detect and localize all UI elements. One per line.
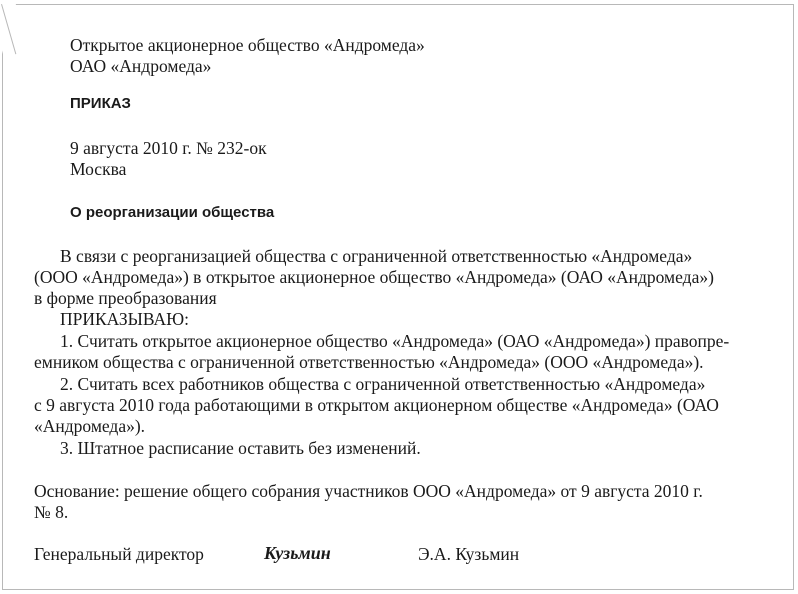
handwritten-signature: Кузьмин	[264, 543, 331, 563]
item-3-line-1: 3. Штатное расписание оставить без изменений.	[60, 438, 421, 458]
item-1-line-1: 1. Считать открытое акционерное общество «Андромеда» (ОАО «Андромеда») правопре-	[60, 331, 730, 351]
org-full-name: Открытое акционерное общество «Андромеда»	[70, 35, 425, 55]
basis-line-2: № 8.	[34, 502, 69, 522]
preamble-line-2: (ООО «Андромеда») в открытое акционерное общество «Андромеда» (ОАО «Андромеда»)	[34, 267, 714, 287]
document-type-title: ПРИКАЗ	[70, 95, 131, 112]
basis-line-1: Основание: решение общего собрания участников ООО «Андромеда» от 9 августа 2010 г.	[34, 481, 703, 501]
place: Москва	[70, 159, 127, 179]
org-short-name: ОАО «Андромеда»	[70, 56, 212, 76]
item-2-line-3: «Андромеда»).	[34, 416, 146, 436]
item-1-line-2: емником общества с ограниченной ответственностью «Андромеда» (ООО «Андромеда»).	[34, 352, 704, 372]
preamble-line-3: в форме преобразования	[34, 288, 217, 308]
document-subject: О реорганизации общества	[70, 204, 275, 221]
order-word: ПРИКАЗЫВАЮ:	[60, 309, 189, 329]
item-2-line-2: с 9 августа 2010 года работающими в открытом акционерном обществе «Андромеда» (ОАО	[34, 395, 719, 415]
signatory-position: Генеральный директор	[34, 544, 204, 564]
signatory-name: Э.А. Кузьмин	[418, 544, 520, 564]
item-2-line-1: 2. Считать всех работников общества с ограниченной ответственностью «Андромеда»	[60, 374, 706, 394]
preamble-line-1: В связи с реорганизацией общества с ограниченной ответственностью «Андромеда»	[60, 246, 693, 266]
date-and-number: 9 августа 2010 г. № 232-ок	[70, 138, 267, 158]
